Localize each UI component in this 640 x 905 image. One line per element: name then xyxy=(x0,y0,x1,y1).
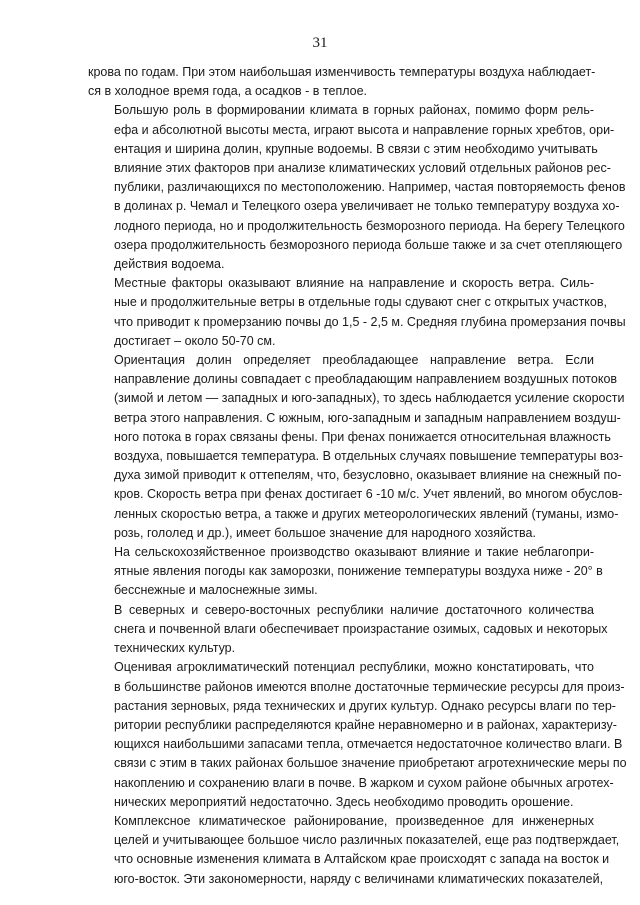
text-line: растания зерновых, ряда технических и других культур. Однако ресурсы влаги по тер- xyxy=(114,698,616,713)
text-line: лодного периода, но и продолжительность безморозного периода. На берегу Телецкого xyxy=(114,218,625,233)
text-line: нических мероприятий недостаточно. Здесь необходимо проводить орошение. xyxy=(114,794,574,809)
text-line: направление долины совпадает с преобладающим направлением воздушных потоков xyxy=(114,372,618,387)
paragraph xyxy=(88,274,626,351)
text-line: технических культур. xyxy=(114,641,236,656)
text-line: что основные изменения климата в Алтайском крае происходят с запада на восток и xyxy=(114,852,610,867)
page-number: 31 xyxy=(312,35,328,51)
text-line: озера продолжительность безморозного периода больше также и за счет отепляющего xyxy=(114,237,623,252)
text-line: влияние этих факторов при анализе климатических условий отдельных районов рес- xyxy=(114,161,611,176)
text-line: Комплексное климатическое районирование, произведенное для инженерных xyxy=(114,813,594,828)
text-line: в большинстве районов имеются вполне достаточные термические ресурсы для произ- xyxy=(114,679,625,694)
text-line: ритории республики распределяются крайне неравномерно и в районах, характеризу- xyxy=(114,717,617,732)
text-line: воздуха, повышается температура. В отдельных случаях повышение температуры воз- xyxy=(114,449,624,464)
text-line: Ориентация долин определяет преобладающее направление ветра. Если xyxy=(114,353,594,368)
text-line: Большую роль в формировании климата в горных районах, помимо форм рель- xyxy=(114,103,594,118)
text-line: снега и почвенной влаги обеспечивает произрастание озимых, садовых и некоторых xyxy=(114,621,608,636)
text-line: крова по годам. При этом наибольшая изменчивость температуры воздуха наблюдает- xyxy=(88,65,596,79)
text-line: что приводит к промерзанию почвы до 1,5 - 2,5 м. Средняя глубина промерзания почвы xyxy=(114,314,626,329)
paragraph xyxy=(88,63,594,101)
paragraph xyxy=(88,351,625,543)
text-line: юго-восток. Эти закономерности, наряду с величинами климатических показателей, xyxy=(114,871,604,886)
text-line: Оценивая агроклиматический потенциал республики, можно констатировать, что xyxy=(114,660,594,675)
paragraph xyxy=(88,812,620,889)
text-line: ющихся наибольшими запасами тепла, отмечается недостаточное количество влаги. В xyxy=(114,737,623,752)
paragraph xyxy=(88,101,626,274)
text-line: ного потока в горах связаны фены. При фенах понижается относительная влажность xyxy=(114,429,611,444)
text-line: достигает – около 50-70 см. xyxy=(114,333,276,348)
text-line: ные и продолжительные ветры в отдельные годы сдувают снег с открытых участков, xyxy=(114,295,607,310)
text-line: целей и учитывающее большое число различных показателей, еще раз подтверждает, xyxy=(114,833,620,848)
text-line: (зимой и летом — западных и юго-западных), то здесь наблюдается усиление скорости xyxy=(114,391,625,406)
text-line: духа зимой приводит к оттепелям, что, безусловно, оказывает влияние на снежный по- xyxy=(114,468,622,483)
text-line: накоплению и сохранению влаги в почве. В жарком и сухом районе обычных агротех- xyxy=(114,775,614,790)
text-line: бесснежные и малоснежные зимы. xyxy=(114,583,318,598)
text-line: публики, различающихся по местоположению. Например, частая повторяемость фенов xyxy=(114,180,626,195)
text-line: В северных и северо-восточных республики наличие достаточного количества xyxy=(114,602,594,617)
text-line: На сельскохозяйственное производство оказывают влияние и такие неблагопри- xyxy=(114,545,594,560)
text-line: ветра этого направления. С южным, юго-западным и западным направлением воздуш- xyxy=(114,410,621,425)
text-line: ленных скоростью ветра, а также и других метеорологических явлений (туманы, измо- xyxy=(114,506,619,521)
text-line: розь, гололед и др.), имеет большое значение для народного хозяйства. xyxy=(114,525,536,540)
text-line: ентация и ширина долин, крупные водоемы. В связи с этим необходимо учитывать xyxy=(114,141,598,156)
text-line: ефа и абсолютной высоты места, играют высота и направление горных хребтов, ори- xyxy=(114,122,615,137)
paragraph xyxy=(88,543,603,601)
text-line: в долинах р. Чемал и Телецкого озера увеличивает не только температуру воздуха хо- xyxy=(114,199,620,214)
paragraph xyxy=(88,658,627,812)
text-line: связи с этим в таких районах большое значение приобретают агротехнические меры по xyxy=(114,756,627,771)
text-line: кров. Скорость ветра при фенах достигает 6 -10 м/с. Учет явлений, во многом обуслов- xyxy=(114,487,623,502)
body-text xyxy=(88,63,627,889)
paragraph xyxy=(88,601,608,659)
text-line: Местные факторы оказывают влияние на направление и скорость ветра. Силь- xyxy=(114,276,594,291)
text-line: ятные явления погоды как заморозки, понижение температуры воздуха ниже - 20° в xyxy=(114,564,603,579)
text-line: ся в холодное время года, а осадков - в теплое. xyxy=(88,84,368,99)
text-line: действия водоема. xyxy=(114,257,225,272)
